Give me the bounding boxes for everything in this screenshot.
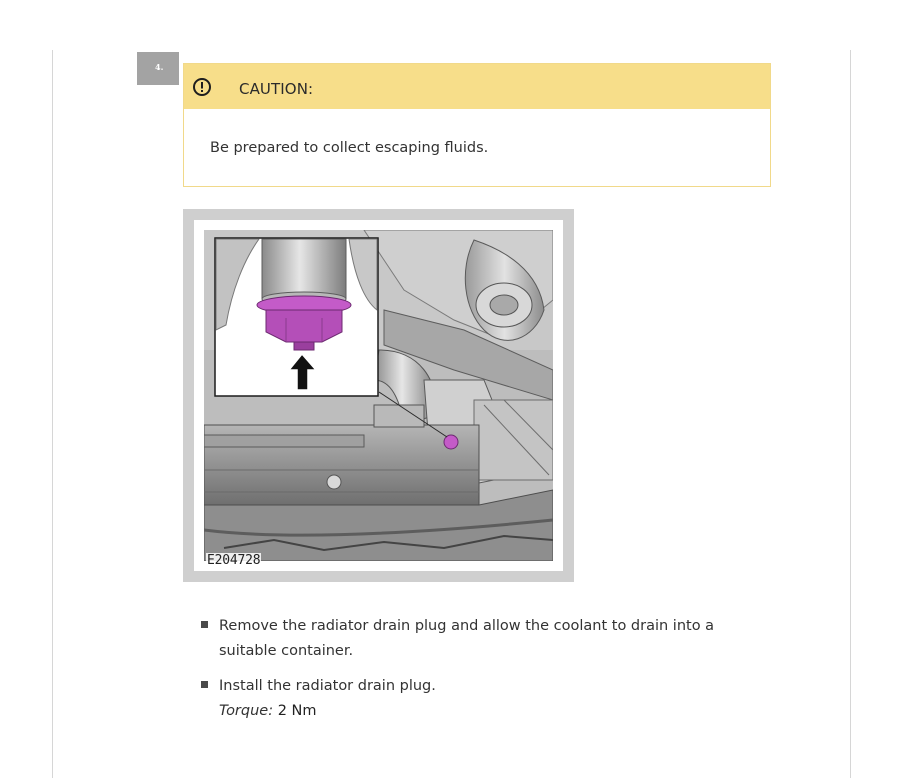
torque-spec: [219, 699, 760, 724]
step-number-badge: 4.: [137, 52, 179, 85]
square-bullet-icon: [201, 621, 208, 628]
instruction-item: [200, 674, 760, 724]
torque-label: Torque:: [219, 703, 274, 719]
radiator-drain-plug-illustration: [204, 230, 553, 561]
page-left-rule: [52, 50, 53, 778]
page-right-rule: [850, 50, 851, 778]
caution-header: [184, 64, 770, 109]
caution-text: Be prepared to collect escaping fluids.: [210, 140, 489, 156]
figure-id-label: E204728: [207, 553, 261, 568]
figure-frame: [183, 209, 574, 582]
figure: [194, 220, 563, 571]
instruction-list: [200, 614, 760, 724]
instruction-text: Remove the radiator drain plug and allow the coolant to drain into a suitable container.: [219, 618, 715, 659]
instruction-item: [200, 614, 760, 664]
exclamation-circle-icon: [192, 77, 212, 97]
torque-value: 2 Nm: [277, 703, 317, 719]
instruction-text: Install the radiator drain plug.: [219, 678, 436, 694]
caution-box: [183, 63, 771, 187]
caution-title: CAUTION:: [239, 80, 314, 98]
square-bullet-icon: [201, 681, 208, 688]
